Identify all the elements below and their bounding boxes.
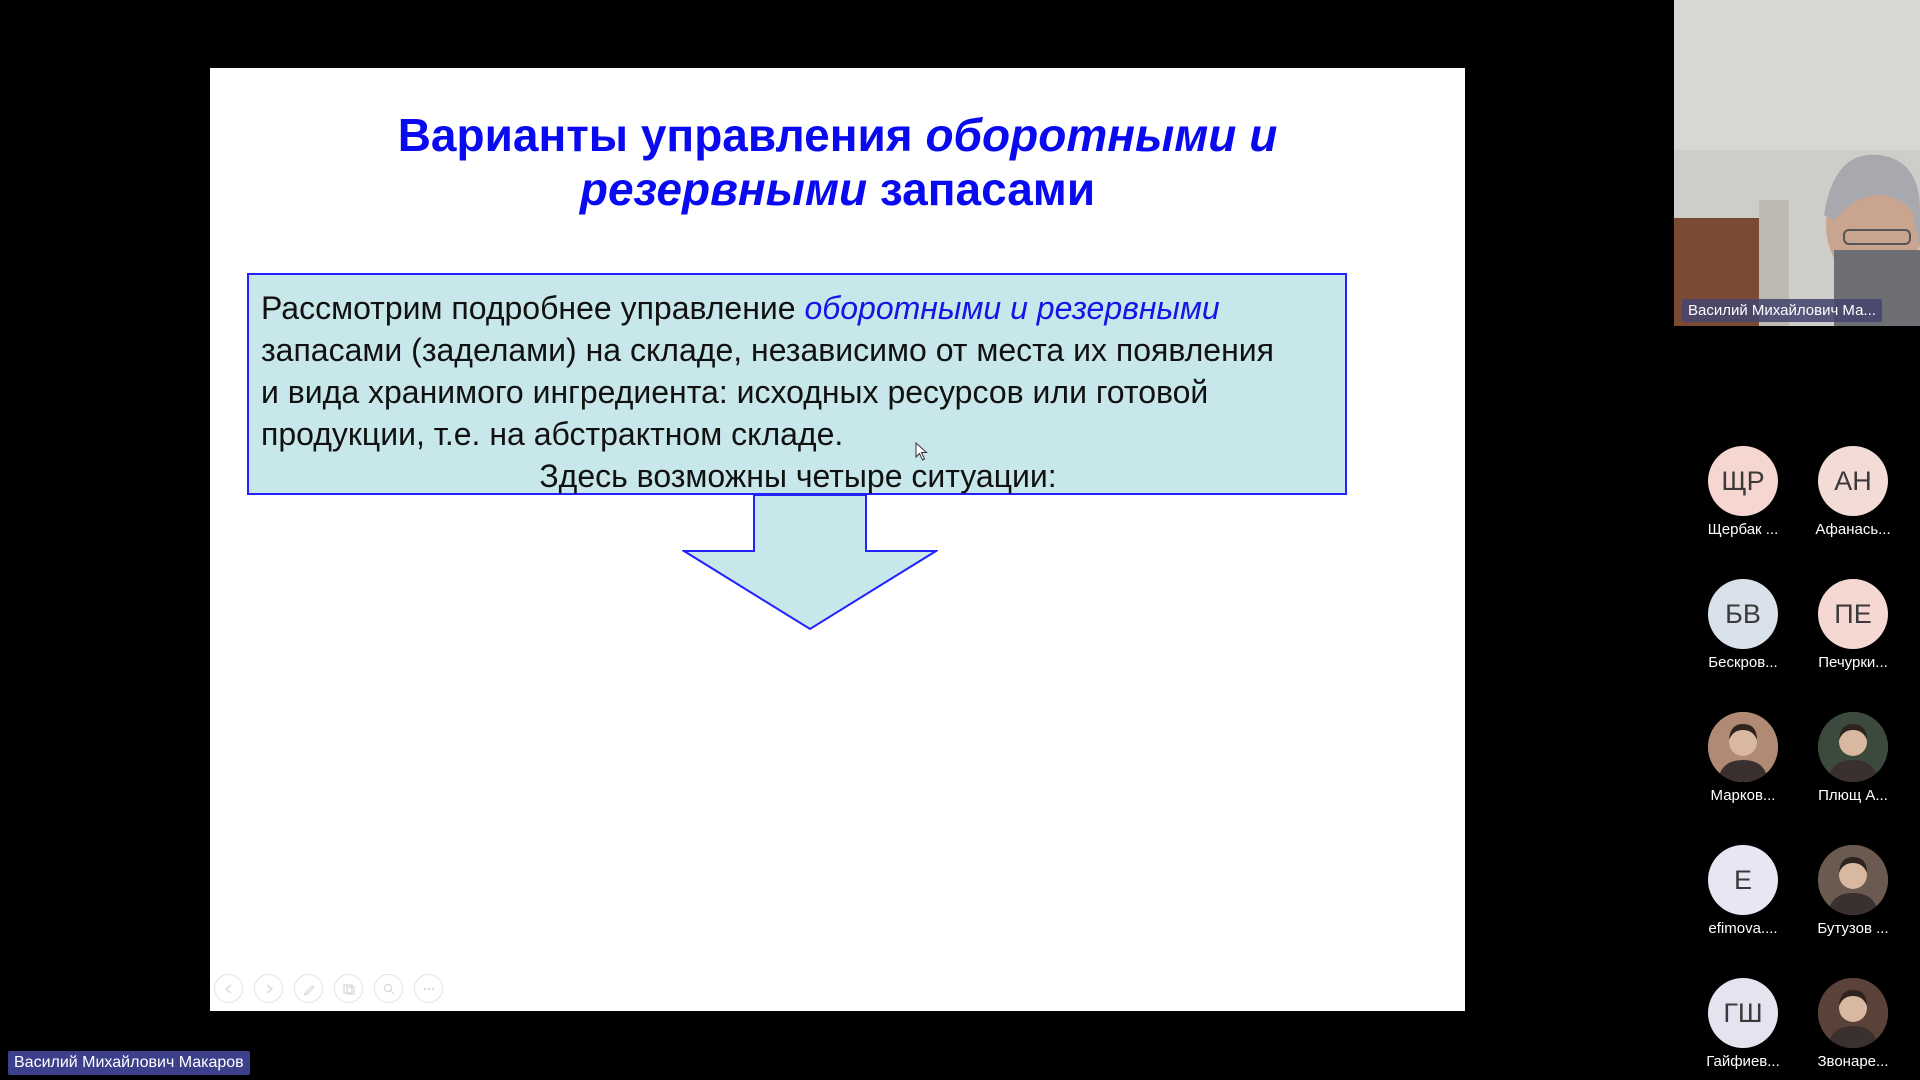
box-highlight-text: оборотными и резервными bbox=[804, 290, 1220, 326]
box-text: и вида хранимого ингредиента: исходных ресурсов или готовой bbox=[261, 374, 1209, 410]
participants-panel bbox=[1688, 446, 1908, 1071]
participant-tile[interactable] bbox=[1798, 978, 1908, 1071]
participant-name: Бутузов ... bbox=[1817, 920, 1889, 937]
box-text: запасами (заделами) на складе, независимо от места их появления bbox=[261, 332, 1274, 368]
zoom-button[interactable] bbox=[374, 974, 403, 1003]
participant-tile[interactable] bbox=[1798, 579, 1908, 672]
participant-initials-avatar bbox=[1708, 845, 1778, 915]
participant-name: Марков... bbox=[1710, 787, 1776, 804]
participant-tile[interactable] bbox=[1688, 978, 1798, 1071]
pen-icon bbox=[302, 982, 316, 996]
presentation-slide bbox=[210, 68, 1465, 1011]
avatar-initials: БВ bbox=[1725, 598, 1761, 629]
more-icon bbox=[422, 982, 436, 996]
participant-name: Бескров... bbox=[1708, 654, 1778, 671]
participant-initials-avatar bbox=[1708, 579, 1778, 649]
zoom-icon bbox=[382, 982, 396, 996]
avatar-initials: ЩР bbox=[1721, 465, 1765, 496]
participant-tile[interactable] bbox=[1688, 579, 1798, 672]
avatar-initials: ПЕ bbox=[1834, 598, 1872, 629]
participant-initials-avatar bbox=[1818, 579, 1888, 649]
participant-name: efimova.... bbox=[1708, 920, 1778, 937]
more-options-button[interactable] bbox=[414, 974, 443, 1003]
participant-initials-avatar bbox=[1708, 978, 1778, 1048]
participant-name: Звонаре... bbox=[1817, 1053, 1889, 1070]
slides-overview-button[interactable] bbox=[334, 974, 363, 1003]
avatar-initials: ГШ bbox=[1723, 997, 1763, 1028]
participant-tile[interactable] bbox=[1798, 845, 1908, 938]
participant-photo-avatar bbox=[1818, 712, 1888, 782]
next-icon bbox=[262, 982, 276, 996]
participant-tile[interactable] bbox=[1688, 712, 1798, 805]
participant-name: Печурки... bbox=[1818, 654, 1888, 671]
box-text: Рассмотрим подробнее управление bbox=[261, 290, 805, 326]
participant-name: Плющ А... bbox=[1818, 787, 1888, 804]
participant-tile[interactable] bbox=[1688, 446, 1798, 539]
pen-button[interactable] bbox=[294, 974, 323, 1003]
speaker-video-image bbox=[1674, 0, 1920, 326]
slide-title-part: оборотными и bbox=[925, 109, 1278, 161]
participant-tile[interactable] bbox=[1798, 446, 1908, 539]
participant-name: Гайфиев... bbox=[1706, 1053, 1780, 1070]
box-text: продукции, т.е. на абстрактном складе. bbox=[261, 416, 844, 452]
avatar-initials: АН bbox=[1834, 465, 1872, 496]
box-text: Здесь возможны четыре ситуации: bbox=[539, 458, 1057, 494]
participant-initials-avatar bbox=[1708, 446, 1778, 516]
down-arrow-icon bbox=[682, 495, 938, 631]
presenter-name-label: Василий Михайлович Макаров bbox=[8, 1051, 250, 1075]
participant-photo-avatar bbox=[1818, 978, 1888, 1048]
participant-photo-avatar bbox=[1708, 712, 1778, 782]
prev-slide-button[interactable] bbox=[214, 974, 243, 1003]
participant-initials-avatar bbox=[1818, 446, 1888, 516]
speaker-video-tile[interactable] bbox=[1674, 0, 1920, 326]
slide-title-part: Варианты управления bbox=[397, 109, 926, 161]
participant-tile[interactable] bbox=[1688, 845, 1798, 938]
next-slide-button[interactable] bbox=[254, 974, 283, 1003]
slides-icon bbox=[342, 982, 356, 996]
participant-photo-avatar bbox=[1818, 845, 1888, 915]
speaker-name-label: Василий Михайлович Ма... bbox=[1682, 299, 1882, 322]
slide-title-part: резервными bbox=[579, 163, 868, 215]
prev-icon bbox=[222, 982, 236, 996]
participant-tile[interactable] bbox=[1798, 712, 1908, 805]
slide-title bbox=[210, 108, 1465, 216]
avatar-initials: Е bbox=[1733, 864, 1752, 895]
participant-name: Афанась... bbox=[1815, 521, 1891, 538]
participant-name: Щербак ... bbox=[1707, 521, 1779, 538]
slide-nav-toolbar bbox=[214, 974, 443, 1003]
slide-text-box bbox=[247, 273, 1347, 495]
mouse-cursor-icon bbox=[915, 442, 929, 462]
slide-title-part: запасами bbox=[867, 163, 1096, 215]
